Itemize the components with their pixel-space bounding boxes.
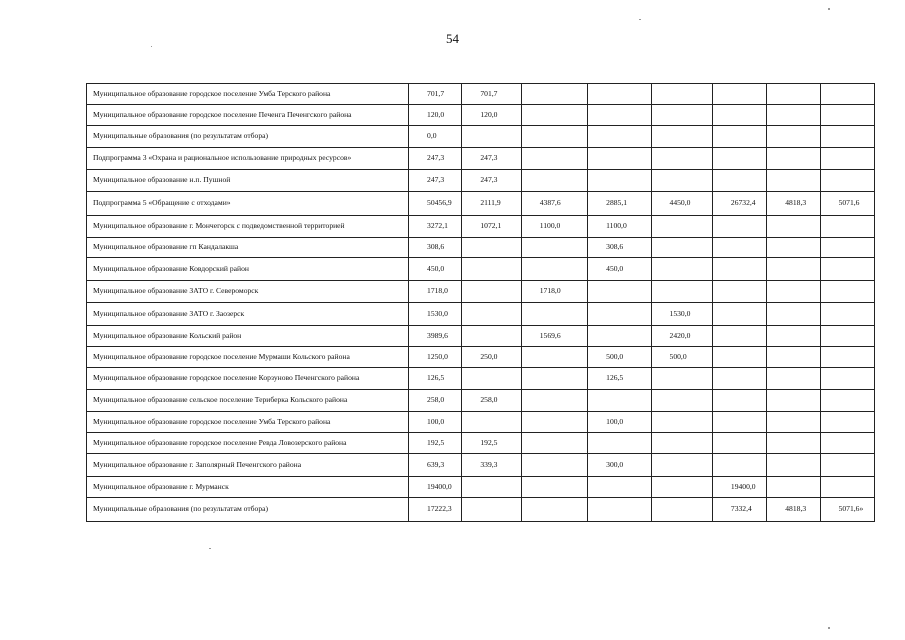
value-cell bbox=[651, 368, 712, 390]
row-name-cell: Муниципальное образование гп Кандалакша bbox=[87, 238, 409, 258]
value-cell bbox=[767, 390, 820, 412]
value-cell bbox=[462, 326, 521, 347]
budget-table bbox=[86, 83, 875, 522]
value-cell: 100,0 bbox=[409, 412, 462, 433]
value-cell bbox=[820, 258, 874, 281]
row-name-cell: Муниципальное образование ЗАТО г. Североморск bbox=[87, 281, 409, 303]
value-cell bbox=[712, 454, 766, 477]
value-cell: 126,5 bbox=[588, 368, 651, 390]
value-cell bbox=[767, 238, 820, 258]
value-cell bbox=[712, 281, 766, 303]
value-cell: 120,0 bbox=[462, 105, 521, 126]
value-cell bbox=[588, 303, 651, 326]
value-cell: 4450,0 bbox=[651, 192, 712, 216]
value-cell bbox=[820, 303, 874, 326]
value-cell bbox=[588, 148, 651, 170]
value-cell bbox=[521, 433, 587, 454]
value-cell bbox=[820, 433, 874, 454]
value-cell bbox=[767, 433, 820, 454]
value-cell bbox=[820, 238, 874, 258]
value-cell bbox=[820, 281, 874, 303]
value-cell: 1530,0 bbox=[409, 303, 462, 326]
value-cell bbox=[462, 281, 521, 303]
value-cell: 3989,6 bbox=[409, 326, 462, 347]
value-cell: 2420,0 bbox=[651, 326, 712, 347]
value-cell: 308,6 bbox=[588, 238, 651, 258]
value-cell bbox=[767, 326, 820, 347]
value-cell bbox=[820, 105, 874, 126]
table-row bbox=[87, 347, 875, 368]
table-row bbox=[87, 281, 875, 303]
value-cell bbox=[521, 258, 587, 281]
value-cell bbox=[712, 412, 766, 433]
value-cell bbox=[462, 368, 521, 390]
value-cell: 300,0 bbox=[588, 454, 651, 477]
value-cell bbox=[820, 126, 874, 148]
value-cell: 4818,3 bbox=[767, 498, 820, 522]
value-cell bbox=[521, 412, 587, 433]
value-cell bbox=[651, 412, 712, 433]
row-name-cell: Муниципальное образование сельское поселение Териберка Кольского района bbox=[87, 390, 409, 412]
value-cell bbox=[462, 238, 521, 258]
value-cell bbox=[462, 126, 521, 148]
value-cell bbox=[588, 105, 651, 126]
value-cell: 7332,4 bbox=[712, 498, 766, 522]
value-cell bbox=[651, 454, 712, 477]
value-cell bbox=[712, 433, 766, 454]
value-cell: 450,0 bbox=[409, 258, 462, 281]
value-cell: 1100,0 bbox=[588, 216, 651, 238]
value-cell: 247,3 bbox=[409, 148, 462, 170]
value-cell: 100,0 bbox=[588, 412, 651, 433]
table-row bbox=[87, 84, 875, 105]
table-row bbox=[87, 498, 875, 522]
value-cell bbox=[767, 368, 820, 390]
value-cell bbox=[820, 84, 874, 105]
scan-speck bbox=[828, 627, 830, 629]
value-cell: 19400,0 bbox=[409, 477, 462, 498]
value-cell: 1100,0 bbox=[521, 216, 587, 238]
value-cell: 701,7 bbox=[462, 84, 521, 105]
page-number: 54 bbox=[446, 31, 459, 46]
value-cell: 1530,0 bbox=[651, 303, 712, 326]
value-cell: 2885,1 bbox=[588, 192, 651, 216]
row-name-cell: Подпрограмма 5 «Обращение с отходами» bbox=[87, 192, 409, 216]
value-cell: 500,0 bbox=[588, 347, 651, 368]
value-cell bbox=[820, 216, 874, 238]
value-cell bbox=[767, 258, 820, 281]
value-cell bbox=[712, 368, 766, 390]
value-cell bbox=[521, 454, 587, 477]
row-name-cell: Муниципальное образование Кольский район bbox=[87, 326, 409, 347]
value-cell: 17222,3 bbox=[409, 498, 462, 522]
row-name-cell: Муниципальное образование городское поселение Корзуново Печенгского района bbox=[87, 368, 409, 390]
table-row bbox=[87, 368, 875, 390]
value-cell bbox=[712, 216, 766, 238]
value-cell bbox=[462, 303, 521, 326]
row-name-cell: Муниципальное образование н.п. Пушной bbox=[87, 170, 409, 192]
value-cell bbox=[462, 498, 521, 522]
value-cell bbox=[767, 347, 820, 368]
value-cell: 1718,0 bbox=[521, 281, 587, 303]
value-cell bbox=[521, 347, 587, 368]
value-cell bbox=[588, 84, 651, 105]
value-cell: 250,0 bbox=[462, 347, 521, 368]
row-name-cell: Муниципальное образование ЗАТО г. Заозерск bbox=[87, 303, 409, 326]
value-cell: 308,6 bbox=[409, 238, 462, 258]
value-cell: 258,0 bbox=[462, 390, 521, 412]
value-cell: 247,3 bbox=[462, 170, 521, 192]
value-cell bbox=[651, 281, 712, 303]
value-cell bbox=[820, 412, 874, 433]
value-cell bbox=[651, 238, 712, 258]
value-cell bbox=[521, 238, 587, 258]
value-cell bbox=[820, 347, 874, 368]
value-cell bbox=[588, 390, 651, 412]
value-cell bbox=[521, 84, 587, 105]
table-row bbox=[87, 433, 875, 454]
value-cell bbox=[820, 148, 874, 170]
value-cell bbox=[521, 303, 587, 326]
value-cell: 26732,4 bbox=[712, 192, 766, 216]
table-row bbox=[87, 170, 875, 192]
value-cell: 4387,6 bbox=[521, 192, 587, 216]
table-row bbox=[87, 477, 875, 498]
value-cell bbox=[588, 477, 651, 498]
value-cell bbox=[712, 126, 766, 148]
table-row bbox=[87, 148, 875, 170]
value-cell bbox=[588, 281, 651, 303]
value-cell bbox=[712, 326, 766, 347]
value-cell bbox=[651, 498, 712, 522]
value-cell bbox=[712, 347, 766, 368]
value-cell bbox=[462, 477, 521, 498]
value-cell bbox=[521, 170, 587, 192]
value-cell bbox=[588, 126, 651, 148]
value-cell: 126,5 bbox=[409, 368, 462, 390]
value-cell bbox=[588, 326, 651, 347]
value-cell bbox=[651, 216, 712, 238]
value-cell bbox=[521, 126, 587, 148]
value-cell bbox=[651, 105, 712, 126]
row-name-cell: Подпрограмма 3 «Охрана и рациональное использование природных ресурсов» bbox=[87, 148, 409, 170]
table-row bbox=[87, 126, 875, 148]
value-cell: 247,3 bbox=[409, 170, 462, 192]
value-cell bbox=[767, 170, 820, 192]
value-cell: 192,5 bbox=[462, 433, 521, 454]
value-cell: 1569,6 bbox=[521, 326, 587, 347]
value-cell bbox=[521, 477, 587, 498]
value-cell: 639,3 bbox=[409, 454, 462, 477]
value-cell: 50456,9 bbox=[409, 192, 462, 216]
table-row bbox=[87, 390, 875, 412]
table-row bbox=[87, 258, 875, 281]
value-cell bbox=[767, 477, 820, 498]
value-cell bbox=[767, 105, 820, 126]
value-cell bbox=[651, 170, 712, 192]
table-row bbox=[87, 192, 875, 216]
value-cell bbox=[521, 390, 587, 412]
value-cell bbox=[767, 148, 820, 170]
value-cell: 2111,9 bbox=[462, 192, 521, 216]
value-cell bbox=[767, 303, 820, 326]
value-cell: 1250,0 bbox=[409, 347, 462, 368]
value-cell: 0,0 bbox=[409, 126, 462, 148]
row-name-cell: Муниципальное образование городское поселение Ревда Ловозерского района bbox=[87, 433, 409, 454]
value-cell bbox=[712, 303, 766, 326]
value-cell bbox=[767, 216, 820, 238]
value-cell bbox=[767, 454, 820, 477]
value-cell: 1072,1 bbox=[462, 216, 521, 238]
value-cell bbox=[820, 454, 874, 477]
scan-speck bbox=[151, 46, 152, 47]
value-cell bbox=[820, 477, 874, 498]
scan-speck bbox=[639, 19, 641, 20]
value-cell bbox=[521, 105, 587, 126]
value-cell bbox=[588, 433, 651, 454]
value-cell bbox=[712, 258, 766, 281]
scan-speck bbox=[209, 548, 211, 549]
value-cell bbox=[462, 258, 521, 281]
value-cell: 247,3 bbox=[462, 148, 521, 170]
value-cell: 5071,6 bbox=[820, 192, 874, 216]
value-cell bbox=[820, 326, 874, 347]
value-cell bbox=[521, 498, 587, 522]
value-cell bbox=[712, 84, 766, 105]
table-row bbox=[87, 303, 875, 326]
value-cell bbox=[651, 390, 712, 412]
table-row bbox=[87, 105, 875, 126]
value-cell bbox=[651, 84, 712, 105]
value-cell bbox=[712, 238, 766, 258]
value-cell bbox=[588, 170, 651, 192]
value-cell: 5071,6» bbox=[820, 498, 874, 522]
value-cell: 4818,3 bbox=[767, 192, 820, 216]
row-name-cell: Муниципальное образование городское поселение Умба Терского района bbox=[87, 412, 409, 433]
row-name-cell: Муниципальное образование городское поселение Мурмаши Кольского района bbox=[87, 347, 409, 368]
value-cell: 339,3 bbox=[462, 454, 521, 477]
row-name-cell: Муниципальное образование Ковдорский район bbox=[87, 258, 409, 281]
scan-speck bbox=[828, 8, 830, 10]
value-cell bbox=[767, 412, 820, 433]
value-cell bbox=[712, 170, 766, 192]
value-cell bbox=[651, 477, 712, 498]
value-cell bbox=[712, 105, 766, 126]
row-name-cell: Муниципальное образование городское поселение Умба Терского района bbox=[87, 84, 409, 105]
value-cell bbox=[521, 148, 587, 170]
row-name-cell: Муниципальные образования (по результатам отбора) bbox=[87, 498, 409, 522]
table-row bbox=[87, 454, 875, 477]
value-cell bbox=[651, 433, 712, 454]
value-cell: 450,0 bbox=[588, 258, 651, 281]
value-cell bbox=[651, 148, 712, 170]
value-cell bbox=[521, 368, 587, 390]
value-cell: 120,0 bbox=[409, 105, 462, 126]
value-cell bbox=[767, 281, 820, 303]
row-name-cell: Муниципальное образование г. Мурманск bbox=[87, 477, 409, 498]
value-cell bbox=[820, 170, 874, 192]
value-cell bbox=[820, 390, 874, 412]
value-cell bbox=[712, 148, 766, 170]
value-cell: 3272,1 bbox=[409, 216, 462, 238]
value-cell: 192,5 bbox=[409, 433, 462, 454]
value-cell bbox=[651, 126, 712, 148]
row-name-cell: Муниципальное образование городское поселение Печенга Печенгского района bbox=[87, 105, 409, 126]
value-cell: 258,0 bbox=[409, 390, 462, 412]
value-cell bbox=[767, 126, 820, 148]
row-name-cell: Муниципальное образование г. Мончегорск с подведомственной территорией bbox=[87, 216, 409, 238]
value-cell bbox=[712, 390, 766, 412]
value-cell: 1718,0 bbox=[409, 281, 462, 303]
value-cell bbox=[462, 412, 521, 433]
value-cell bbox=[651, 258, 712, 281]
value-cell: 500,0 bbox=[651, 347, 712, 368]
row-name-cell: Муниципальное образование г. Заполярный Печенгского района bbox=[87, 454, 409, 477]
value-cell bbox=[820, 368, 874, 390]
table-row bbox=[87, 216, 875, 238]
table-row bbox=[87, 412, 875, 433]
value-cell bbox=[767, 84, 820, 105]
value-cell: 19400,0 bbox=[712, 477, 766, 498]
row-name-cell: Муниципальные образования (по результатам отбора) bbox=[87, 126, 409, 148]
table-row bbox=[87, 238, 875, 258]
value-cell bbox=[588, 498, 651, 522]
table-row bbox=[87, 326, 875, 347]
value-cell: 701,7 bbox=[409, 84, 462, 105]
